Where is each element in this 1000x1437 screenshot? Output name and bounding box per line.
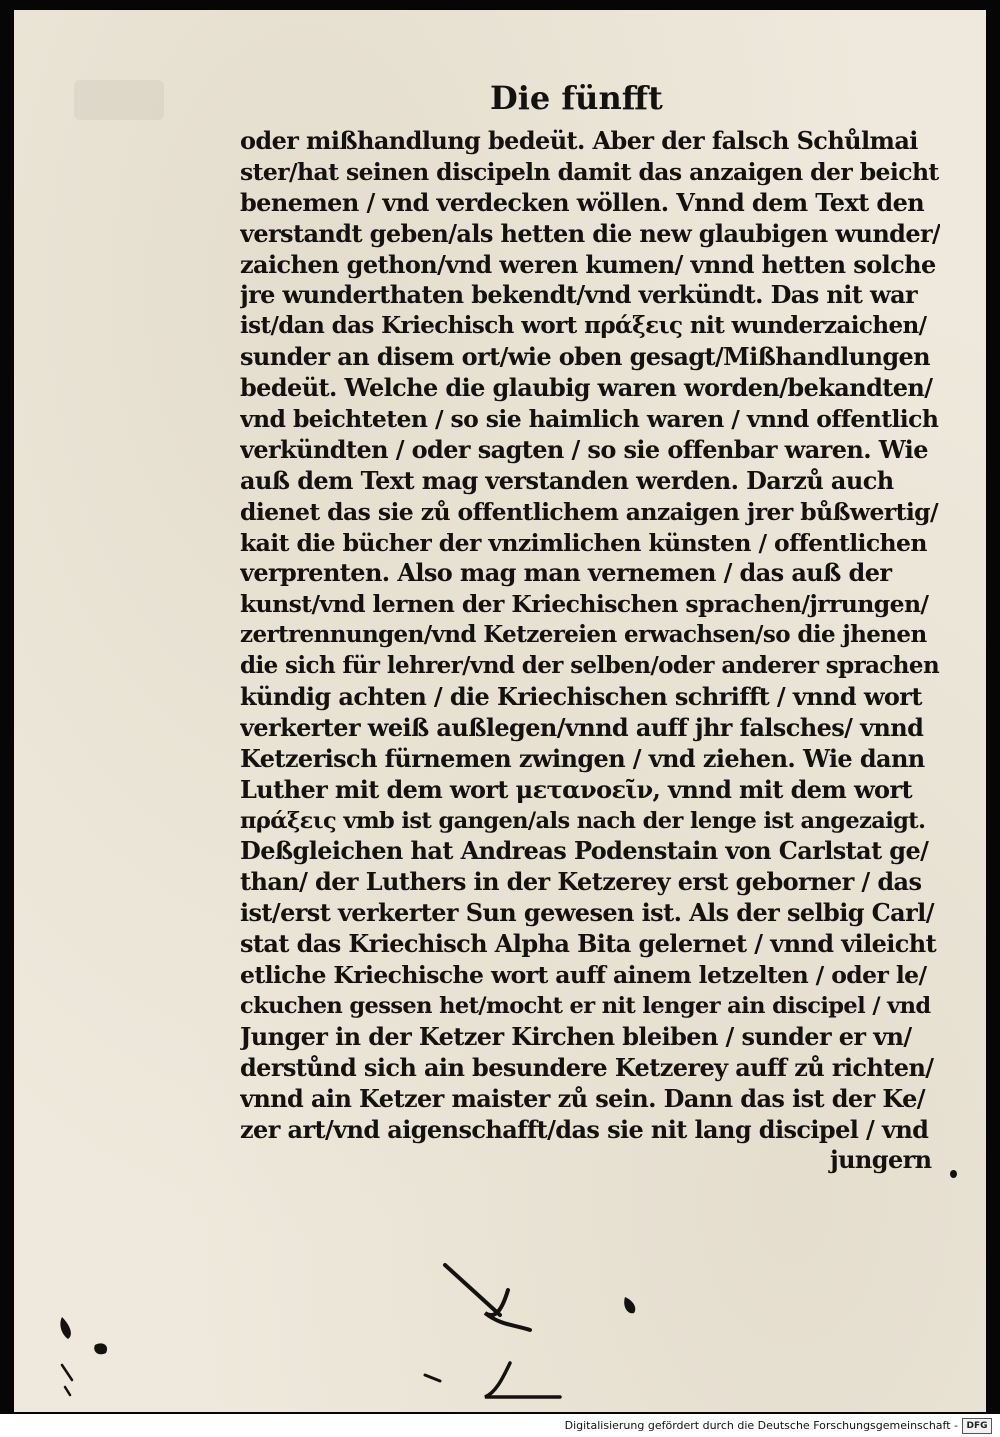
text-line: zertrennungen/vnd Ketzereien erwachsen/so die jhenen	[240, 621, 927, 649]
ink-stroke	[65, 1387, 70, 1395]
ink-stroke	[624, 1297, 635, 1313]
text-line: derstůnd sich ain besundere Ketzerey auff zů richten/	[240, 1052, 934, 1082]
text-line: kündig achten / die Kriechischen schrifft / vnnd wort	[240, 682, 922, 712]
text-line: than/ der Luthers in der Ketzerey erst geborner / das	[240, 867, 922, 897]
ink-stroke	[425, 1375, 440, 1381]
text-line: ist/erst verkerter Sun gewesen ist. Als der selbig Carl/	[240, 898, 934, 928]
ink-stroke	[485, 1363, 560, 1397]
text-line: benemen / vnd verdecken wöllen. Vnnd dem Text den	[240, 187, 925, 217]
text-line: verkerter weiß außlegen/vnnd auff jhr falsches/ vnnd	[240, 712, 924, 742]
text-line: vnd beichteten / so sie haimlich waren / vnnd offentlich	[240, 405, 939, 434]
ink-stroke	[60, 1317, 70, 1339]
text-line: stat das Kriechisch Alpha Bita gelernet / vnnd vileicht	[240, 929, 937, 959]
text-line: πράξεις vmb ist gangen/als nach der lenge ist angezaigt.	[240, 807, 926, 834]
ink-stroke	[62, 1365, 72, 1380]
dfg-logo: DFG	[962, 1418, 992, 1434]
ink-marks-drawing	[40, 1255, 660, 1405]
text-line: zer art/vnd aigenschafft/das sie nit lang discipel / vnd	[240, 1114, 929, 1144]
show-through-stain	[74, 80, 164, 120]
text-line: ckuchen gessen het/mocht er nit lenger ain discipel / vnd	[240, 992, 931, 1019]
text-line: ist/dan das Kriechisch wort πράξεις nit wunderzaichen/	[240, 312, 927, 340]
ink-stroke	[445, 1265, 500, 1315]
text-line: jre wunderthaten bekendt/vnd verkündt. Das nit war	[240, 280, 918, 310]
text-line: verstandt geben/als hetten die new glaubigen wunder/	[240, 218, 940, 248]
text-line: sunder an disem ort/wie oben gesagt/Mißhandlungen	[240, 342, 931, 372]
page-heading: Die fünfft	[490, 79, 663, 117]
text-line: auß dem Text mag verstanden werden. Darzů auch	[240, 465, 894, 495]
text-line: etliche Kriechische wort auff ainem letzelten / oder le/	[240, 961, 927, 990]
text-line: kait die bücher der vnzimlichen künsten / offentlichen	[240, 528, 927, 557]
text-line: kunst/vnd lernen der Kriechischen sprachen/jrrungen/	[240, 590, 929, 619]
text-line: Ketzerisch fürnemen zwingen / vnd ziehen. Wie dann	[240, 743, 925, 773]
footer-credit: Digitalisierung gefördert durch die Deutsche Forschungsgemeinschaft -	[564, 1419, 958, 1432]
text-line: Luther mit dem wort μετανοεῖν, vnnd mit dem wort	[240, 774, 912, 804]
text-line: die sich für lehrer/vnd der selben/oder anderer sprachen	[240, 652, 940, 680]
text-line: jungern	[830, 1145, 932, 1175]
text-line: Junger in der Ketzer Kirchen bleiben / sunder er vn/	[240, 1021, 912, 1051]
text-line: verkündten / oder sagten / so sie offenbar waren. Wie	[240, 434, 928, 464]
text-line: vnnd ain Ketzer maister zů sein. Dann das ist der Ke/	[240, 1083, 925, 1113]
ink-stroke	[94, 1343, 107, 1354]
text-line: zaichen gethon/vnd weren kumen/ vnnd hetten solche	[240, 249, 936, 279]
text-block	[240, 126, 940, 1176]
text-line: verprenten. Also mag man vernemen / das auß der	[240, 558, 892, 588]
text-line: dienet das sie zů offentlichem anzaigen jrer bůßwertig/	[240, 497, 938, 526]
text-line: ster/hat seinen discipeln damit das anzaigen der beicht	[240, 157, 939, 186]
text-line: Deßgleichen hat Andreas Podenstain von Carlstat ge/	[240, 836, 929, 866]
margin-ink-dot	[950, 1170, 957, 1178]
text-line: bedeüt. Welche die glaubig waren worden/bekandten/	[240, 373, 933, 403]
text-line: oder mißhandlung bedeüt. Aber der falsch Schůlmai	[240, 126, 918, 155]
